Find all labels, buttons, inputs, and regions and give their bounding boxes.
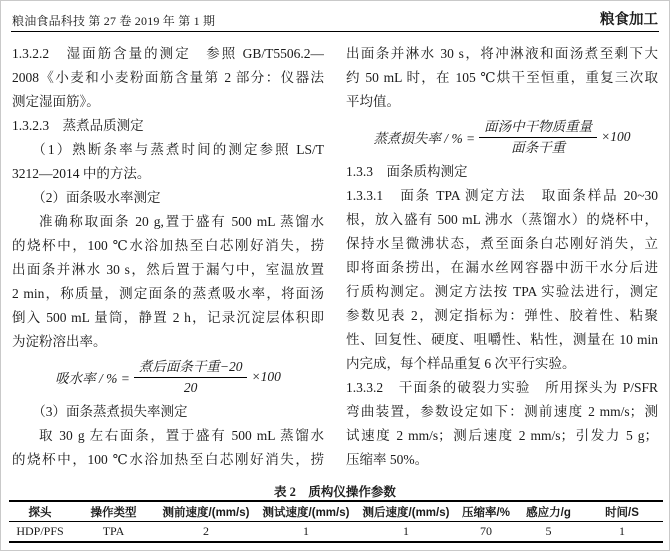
text-line: 即将面条捞出，在漏水丝网容器中沥干水分后进 xyxy=(346,260,658,275)
fraction xyxy=(134,358,248,397)
section-label: 粮食加工 xyxy=(600,12,658,28)
text-line: 行质构测定。测定方法按 TPA 实验法进行，测定 xyxy=(346,284,658,299)
table-header-cell: 感应力/g xyxy=(516,501,581,522)
formula-lhs: 吸水率 / % = xyxy=(55,371,130,386)
formula-multiplier: ×100 xyxy=(601,129,631,144)
running-head xyxy=(12,8,658,29)
journal-info: 粮油食品科技 第 27 卷 2019 年 第 1 期 xyxy=(12,14,216,28)
table-header-cell: 测前速度/(mm/s) xyxy=(156,501,256,522)
text-line: 弯曲装置，参数设定如下：测前速度 2 mm/s；测 xyxy=(346,404,658,419)
table-header-cell: 时间/S xyxy=(581,501,663,522)
text-line: 压缩率 50%。 xyxy=(346,452,429,467)
left-column xyxy=(12,42,324,472)
table-cell: HDP/PFS xyxy=(16,524,64,538)
table-header-row xyxy=(9,501,663,522)
table-header-cell: 测后速度/(mm/s) xyxy=(356,501,456,522)
text-line: 1.3.2.2 湿面筋含量的测定 参照 GB/T5506.2— xyxy=(12,46,324,61)
text-line: 倒入 500 mL 量筒，静置 2 h，记录沉淀层体积即 xyxy=(12,310,324,325)
right-column xyxy=(346,42,658,472)
text-line: 2008《小麦和小麦粉面筋含量第 2 部分：仪器法 xyxy=(12,70,324,85)
text-line: 1.3.3.2 干面条的破裂力实验 所用探头为 P/SFR xyxy=(346,380,658,395)
table-cell: 5 xyxy=(545,524,552,538)
fraction-numerator: 煮后面条干重−20 xyxy=(134,358,248,378)
text-line: 性、回复性、硬度、咀嚼性、粘性，测量在 10 min xyxy=(346,332,658,347)
text-line: 准确称取面条 20 g,置于盛有 500 mL 蒸馏水 xyxy=(39,214,324,229)
formula-absorption xyxy=(12,354,324,400)
table-cell: 2 xyxy=(203,524,209,538)
text-line: 测定湿面筋》。 xyxy=(12,94,100,109)
text-line: 根，放入盛有 500 mL 沸水（蒸馏水）的烧杯中， xyxy=(346,212,658,227)
text-line: 1.3.2.3 蒸煮品质测定 xyxy=(12,118,144,133)
text-line: 1.3.3 面条质构测定 xyxy=(346,164,468,179)
text-line: 的烧杯中，100 ℃水浴加热至白芯刚好消失，捞 xyxy=(12,238,324,253)
text-line: （1）熟断条率与蒸煮时间的测定参照 LS/T xyxy=(32,142,324,157)
text-line: 平均值。 xyxy=(346,94,400,109)
table-cell: 1 xyxy=(619,524,625,538)
text-line: （2）面条吸水率测定 xyxy=(32,190,161,205)
fraction-numerator: 面汤中干物质重量 xyxy=(479,118,597,138)
table-row xyxy=(9,522,663,543)
table-header-cell: 测试速度/(mm/s) xyxy=(256,501,356,522)
text-line: 为淀粉溶出率。 xyxy=(12,334,107,349)
fraction xyxy=(479,118,597,157)
text-line: 试速度 2 mm/s；测后速度 2 mm/s；引发力 5 g； xyxy=(346,428,658,443)
text-line: 2 min，称质量，测定面条的蒸煮吸水率，将面汤 xyxy=(12,286,324,301)
parameters-table xyxy=(9,500,663,543)
table-head xyxy=(9,501,663,522)
text-line: 3212—2014 中的方法。 xyxy=(12,166,151,181)
text-line: 出面条并淋水 30 s，然后置于漏勺中，室温放置 xyxy=(12,262,324,277)
text-line: （3）面条蒸煮损失率测定 xyxy=(32,404,188,419)
article-body xyxy=(12,42,658,472)
table-header-cell: 操作类型 xyxy=(71,501,156,522)
formula-lhs: 蒸煮损失率 / % = xyxy=(373,131,476,146)
text-line: 内完成，每个样品重复 6 次平行实验。 xyxy=(346,356,576,371)
table-cell: TPA xyxy=(102,524,125,538)
text-line: 取 30 g 左右面条，置于盛有 500 mL 蒸馏水 xyxy=(39,428,324,443)
table-cell: 70 xyxy=(480,524,492,538)
header-divider xyxy=(11,31,659,32)
table-header-cell: 压缩率/% xyxy=(456,501,516,522)
formula-multiplier: ×100 xyxy=(251,369,281,384)
text-line: 的烧杯中，100 ℃水浴加热至白芯刚好消失，捞 xyxy=(12,452,324,467)
table-cell: 1 xyxy=(403,524,409,538)
formula-cooking-loss xyxy=(346,114,658,160)
text-line: 保持水呈微沸状态，煮至面条白芯刚好消失，立 xyxy=(346,236,658,251)
table-caption: 表 2 质构仪操作参数 xyxy=(274,485,396,499)
text-line: 参数见表 2，测定指标为：弹性、胶着性、粘聚 xyxy=(346,308,658,323)
fraction-denominator: 20 xyxy=(183,379,198,395)
text-line: 1.3.3.1 面条 TPA 测定方法 取面条样品 20~30 xyxy=(346,188,658,203)
table-header-cell: 探头 xyxy=(9,501,71,522)
table-body xyxy=(9,522,663,543)
text-line: 出面条并淋水 30 s，将冲淋液和面汤煮至剩下大 xyxy=(346,46,658,61)
table-cell: 1 xyxy=(303,524,309,538)
text-line: 约 50 mL 时，在 105 ℃烘干至恒重，重复三次取 xyxy=(346,70,658,85)
fraction-denominator: 面条干重 xyxy=(511,139,566,155)
